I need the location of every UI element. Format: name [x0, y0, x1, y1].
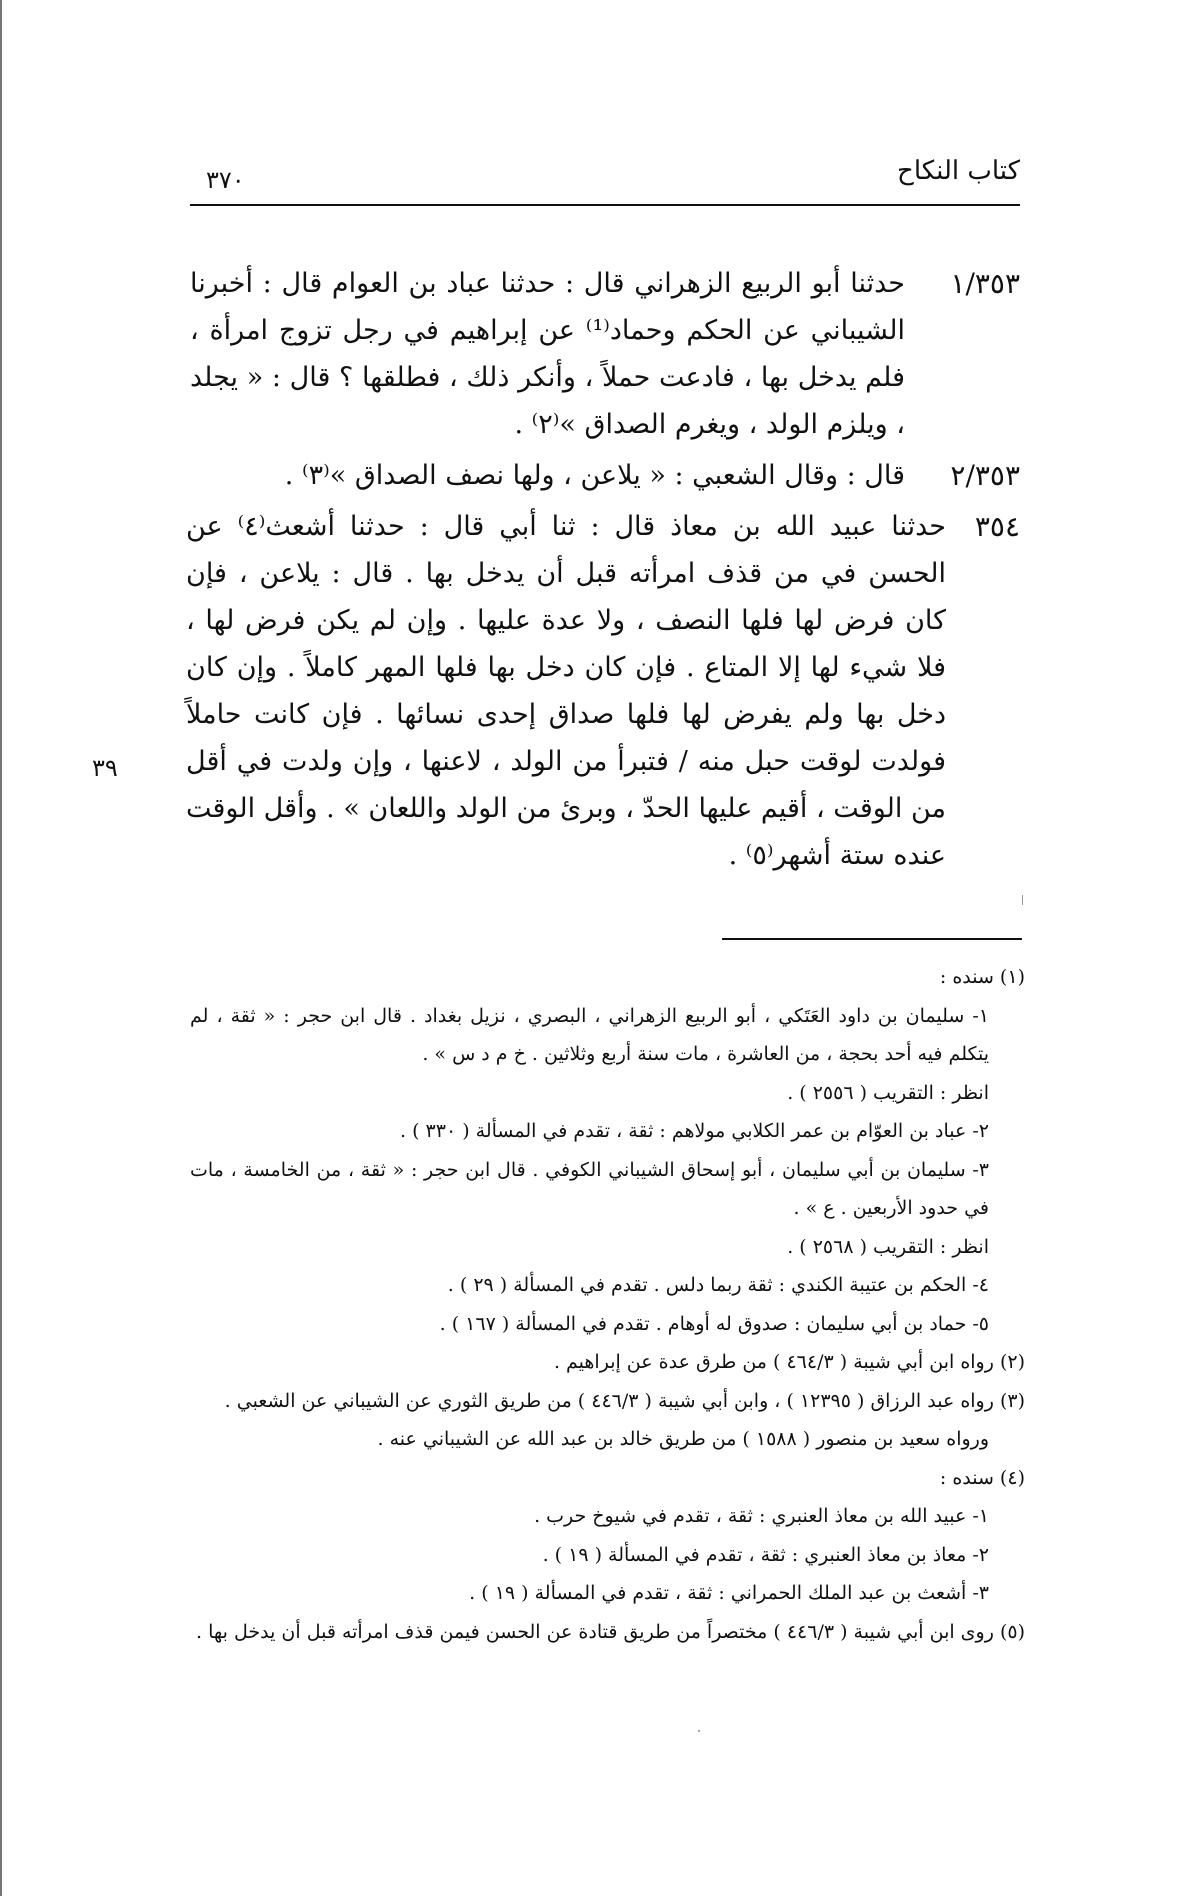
- main-text: [186, 260, 1020, 883]
- page-number: ٣٧٠: [206, 166, 245, 194]
- footnote-line: (٥) روى ابن أبي شيبة ( ٤٤٦/٣ ) مختصراً من طريق قتادة عن الحسن فيمن قذف امرأته قبل أن يدخل بها .: [196, 1620, 1025, 1643]
- margin-tick: [1022, 895, 1023, 905]
- paragraph-number: ٣٥٤: [974, 510, 1020, 543]
- footnote-line: (٤) سنده :: [939, 1466, 1025, 1489]
- footnote-line: (١) سنده :: [939, 966, 1025, 988]
- footnote-line: ٢- معاذ بن معاذ العنبري : ثقة ، تقدم في المسألة ( ١٩ ) .: [542, 1543, 989, 1566]
- paragraph-number: ١/٣٥٣: [950, 267, 1020, 300]
- paragraph-354: [186, 503, 1020, 879]
- footnote-line: ١- سليمان بن داود العَتَكي ، أبو الربيع الزهراني ، البصري ، نزيل بغداد . قال ابن حجر : « ثقة ، لم يتكلم فيه أحد بحجة ، من العاشرة ، مات سنة أربع وثلاثين . خ م د س » .: [190, 1004, 989, 1065]
- paragraph-number: ٢/٣٥٣: [950, 459, 1020, 492]
- paragraph-353-2: [190, 452, 1020, 499]
- page-edge-line: [0, 0, 2, 1896]
- footnote-line: انظر : التقريب ( ٢٥٦٨ ) .: [787, 1235, 989, 1258]
- header-rule: [190, 204, 1020, 206]
- footnotes: [190, 958, 1025, 1651]
- footnote-line: ورواه سعيد بن منصور ( ١٥٨٨ ) من طريق خالد بن عبد الله عن الشيباني عنه .: [377, 1428, 989, 1450]
- footnote-line: ٤- الحكم بن عتيبة الكندي : ثقة ربما دلس . تقدم في المسألة ( ٢٩ ) .: [447, 1274, 989, 1296]
- footnote-line: (٣) رواه عبد الرزاق ( ١٢٣٩٥ ) ، وابن أبي شيبة ( ٤٤٦/٣ ) من طريق الثوري عن الشيباني عن الشعبي .: [224, 1389, 1025, 1412]
- footnote-line: (٢) رواه ابن أبي شيبة ( ٤٦٤/٣ ) من طرق عدة عن إبراهيم .: [553, 1351, 1025, 1373]
- footnote-line: ٣- سليمان بن أبي سليمان ، أبو إسحاق الشيباني الكوفي . قال ابن حجر : « ثقة ، من الخامسة ، مات في حدود الأربعين . ع » .: [190, 1158, 989, 1219]
- scan-speck: [698, 1730, 700, 1732]
- paragraph-text: حدثنا أبو الربيع الزهراني قال : حدثنا عباد بن العوام قال : أخبرنا الشيباني عن الحكم وحماد⁽¹⁾ عن إبراهيم في رجل تزوج امرأة ، فلم يدخل بها ، فادعت حملاً ، وأنكر ذلك ، فطلقها ؟ قال : « يجلد ، ويلزم الولد ، ويغرم الصداق »⁽٢⁾ .: [190, 268, 905, 440]
- footnote-line: ٢- عباد بن العوّام بن عمر الكلابي مولاهم : ثقة ، تقدم في المسألة ( ٣٣٠ ) .: [400, 1120, 989, 1142]
- footnote-line: ١- عبيد الله بن معاذ العنبري : ثقة ، تقدم في شيوخ حرب .: [534, 1505, 989, 1527]
- paragraph-text: حدثنا عبيد الله بن معاذ قال : ثنا أبي قال : حدثنا أشعث⁽٤⁾ عن الحسن في من قذف امرأته قبل أن يدخل بها . قال : يلاعن ، فإن كان فرض لها فلها النصف ، ولا عدة عليها . وإن لم يكن فرض لها ، فلا شيء لها إلا المتاع . فإن كان دخل بها فلها المهر كاملاً . وإن كان دخل بها ولم يفرض لها فلها صداق إحدى نسائها . فإن كانت حاملاً فولدت لوقت حبل منه / فتبرأ من الولد ، لاعنها ، وإن ولدت في أقل من الوقت ، أقيم عليها الحدّ ، وبرئ من الولد واللعان » . وأقل الوقت عنده ستة أشهر⁽٥⁾ .: [186, 511, 946, 871]
- page-header: [190, 152, 1020, 202]
- paragraph-353-1: [190, 260, 1020, 448]
- book-title: كتاب النكاح: [897, 156, 1020, 186]
- paragraph-text: قال : وقال الشعبي : « يلاعن ، ولها نصف الصداق »⁽٣⁾ .: [284, 460, 905, 491]
- margin-page-reference: ٣٩: [92, 754, 118, 782]
- footnote-line: ٣- أشعث بن عبد الملك الحمراني : ثقة ، تقدم في المسألة ( ١٩ ) .: [469, 1582, 989, 1604]
- footnote-separator: [722, 938, 1022, 940]
- footnote-line: ٥- حماد بن أبي سليمان : صدوق له أوهام . تقدم في المسألة ( ١٦٧ ) .: [439, 1312, 989, 1335]
- footnote-line: انظر : التقريب ( ٢٥٥٦ ) .: [787, 1081, 989, 1104]
